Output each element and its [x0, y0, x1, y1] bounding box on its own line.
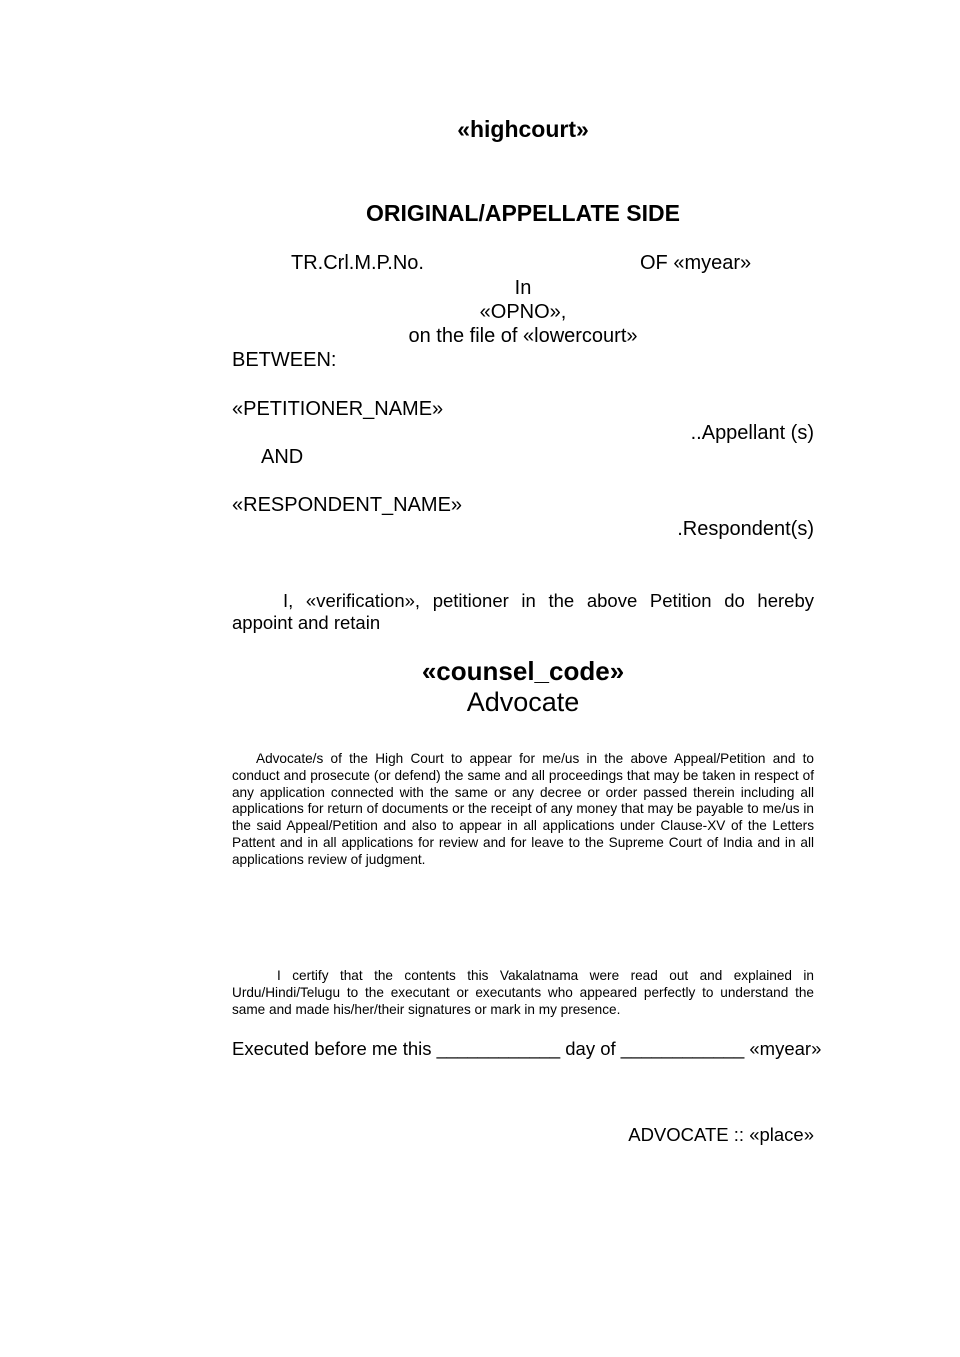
side-title: ORIGINAL/APPELLATE SIDE [366, 200, 680, 226]
between-label: BETWEEN: [232, 349, 337, 371]
case-year-label: OF «myear» [640, 252, 752, 274]
execution-line: Executed before me this ____________ day of ____________ «myear» [232, 1038, 822, 1059]
high-court-heading: «highcourt» [457, 116, 589, 142]
authority-paragraph: Advocate/s of the High Court to appear for me/us in the above Appeal/Petition and to conduct and prosecute (or defend) the same and all proceedings that may be taken in respect of any application connected with the same or any decree or order passed therein including all applications for return of documents or the receipt of any money that may be payable to me/us in the said Appeal/Petition and also to appear in all applications under Clause-XV of the Letters Pattent and in all applications for review and for leave to the Supreme Court of India and in all applications review of judgment. [232, 751, 814, 867]
respondent-name: «RESPONDENT_NAME» [232, 494, 463, 516]
appointment-paragraph: I, «verification», petitioner in the above Petition do hereby appoint and retain [232, 590, 814, 633]
and-label: AND [261, 446, 304, 468]
petitioner-name: «PETITIONER_NAME» [232, 398, 444, 420]
case-number-label: TR.Crl.M.P.No. [291, 252, 424, 274]
op-number: «OPNO», [479, 301, 567, 323]
appellant-role: ..Appellant (s) [690, 422, 814, 444]
in-label: In [514, 277, 532, 299]
counsel-code: «counsel_code» [421, 656, 625, 686]
certification-paragraph: I certify that the contents this Vakalatnama were read out and explained in Urdu/Hindi/Telugu to the executant or executants who appeared perfectly to understand the same and made his/her/their signatures or mark in my presence. [232, 968, 814, 1017]
advocate-title: Advocate [466, 687, 580, 717]
respondent-role: .Respondent(s) [677, 518, 814, 540]
lower-court-line: on the file of «lowercourt» [408, 325, 638, 347]
advocate-signature-line: ADVOCATE :: «place» [628, 1124, 814, 1145]
